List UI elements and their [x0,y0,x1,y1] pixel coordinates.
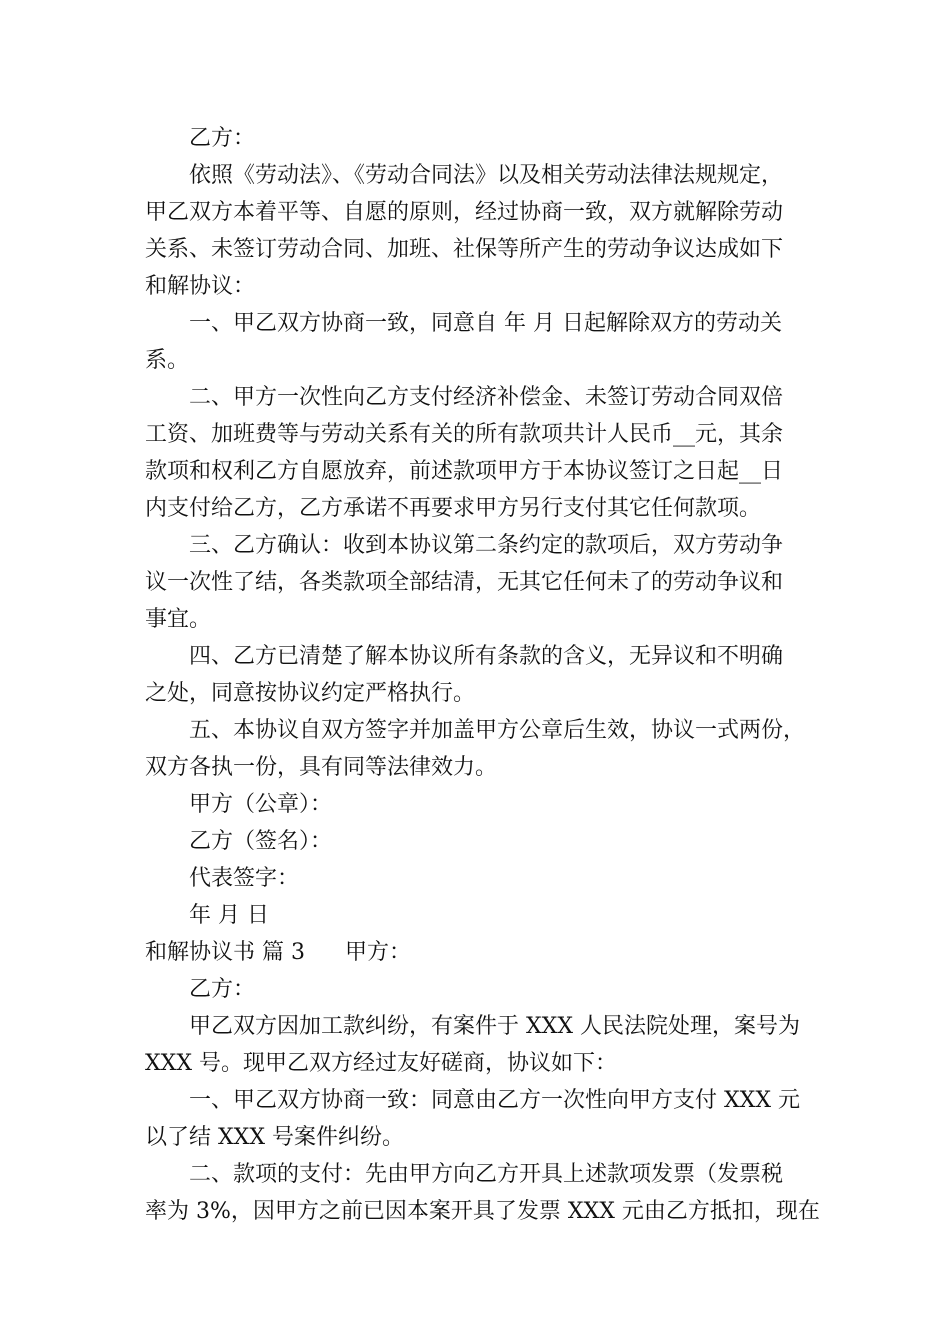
clause-5-line: 双方各执一份，具有同等法律效力。 [145,755,498,780]
paragraph-line: 关系、未签订劳动合同、加班、社保等所产生的劳动争议达成如下 [145,237,784,262]
party-a-label: 甲方： [344,940,411,965]
clause-2-line: 率为 3%，因甲方之前已因本案开具了发票 XXX 元由乙方抵扣，现在 [145,1199,820,1224]
party-b-signature-line: 乙方（签名）： [189,829,333,854]
paragraph-line: 甲乙双方本着平等、自愿的原则，经过协商一致，双方就解除劳动 [145,200,784,225]
clause-1-line: 一、甲乙双方协商一致，同意自 年 月 日起解除双方的劳动关 [189,311,782,336]
clause-2-line: 工资、加班费等与劳动关系有关的所有款项共计人民币__元，其余 [145,422,784,447]
section-heading-line [145,934,825,971]
clause-1-line: 以了结 XXX 号案件纠纷。 [145,1125,404,1150]
paragraph-line: 甲乙双方因加工款纠纷，有案件于 XXX 人民法院处理，案号为 [189,1014,800,1039]
paragraph-line: 依照《劳动法》、《劳动合同法》以及相关劳动法律法规规定， [189,163,784,188]
clause-5-line: 五、本协议自双方签字并加盖甲方公章后生效，协议一式两份， [189,718,806,743]
clause-2-line: 二、甲方一次性向乙方支付经济补偿金、未签订劳动合同双倍 [189,385,784,410]
clause-4-line: 之处，同意按协议约定严格执行。 [145,681,476,706]
document-page [145,120,825,1230]
representative-signature-line: 代表签字： [189,866,300,891]
party-a-seal-line: 甲方（公章）： [189,792,333,817]
paragraph-line: 和解协议： [145,274,256,299]
clause-2-line: 二、款项的支付：先由甲方向乙方开具上述款项发票（发票税 [189,1162,784,1187]
clause-3-line: 议一次性了结，各类款项全部结清，无其它任何未了的劳动争议和 [145,570,784,595]
paragraph-line: XXX 号。现甲乙双方经过友好磋商，协议如下： [145,1051,617,1076]
clause-1-line: 一、甲乙双方协商一致：同意由乙方一次性向甲方支付 XXX 元 [189,1088,800,1113]
section-heading: 和解协议书 篇 3 [145,940,305,965]
clause-2-line: 款项和权利乙方自愿放弃，前述款项甲方于本协议签订之日起__日 [145,459,784,484]
clause-1-line: 系。 [145,348,190,373]
party-b-line: 乙方： [189,977,256,1002]
clause-4-line: 四、乙方已清楚了解本协议所有条款的含义，无异议和不明确 [189,644,784,669]
clause-3-line: 事宜。 [145,607,212,632]
party-b-line: 乙方： [189,126,256,151]
date-line: 年 月 日 [189,903,269,928]
clause-2-line: 内支付给乙方，乙方承诺不再要求甲方另行支付其它任何款项。 [145,496,762,521]
clause-3-line: 三、乙方确认：收到本协议第二条约定的款项后，双方劳动争 [189,533,784,558]
